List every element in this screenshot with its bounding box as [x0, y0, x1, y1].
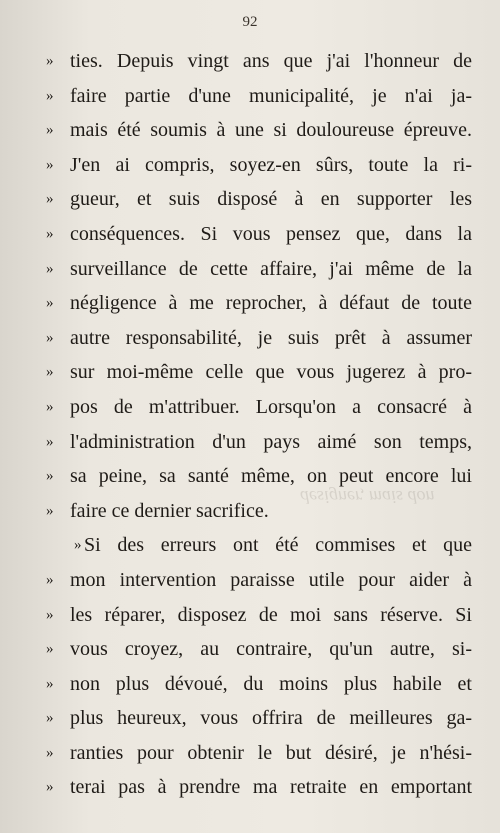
line-text: faire partie d'une municipalité, je n'ai ja- [70, 84, 472, 107]
line-text: négligence à me reprocher, à défaut de toute [70, 292, 472, 315]
text-line-8 [42, 286, 472, 321]
line-text: Si des erreurs ont été commises et que [84, 534, 472, 557]
text-line-7 [42, 252, 472, 287]
text-line-2 [42, 79, 472, 114]
text-line-10 [42, 355, 472, 390]
quote-mark: » [46, 398, 54, 415]
line-text: ties. Depuis vingt ans que j'ai l'honneur de [70, 50, 472, 72]
quote-mark: » [46, 191, 54, 208]
text-line-20 [42, 701, 472, 736]
line-text: autre responsabilité, je suis prêt à assumer [70, 326, 472, 349]
quote-mark: » [46, 364, 54, 381]
quote-mark: » [46, 87, 54, 104]
quote-mark: » [46, 641, 54, 658]
quote-mark: » [46, 502, 54, 519]
line-text: sa peine, sa santé même, on peut encore lui [70, 465, 472, 488]
quote-mark: » [46, 675, 54, 692]
body-text [42, 44, 472, 805]
line-text: mon intervention paraisse utile pour aider à [70, 568, 472, 591]
text-line-14 [42, 494, 472, 529]
line-text: conséquences. Si vous pensez que, dans la [70, 222, 472, 245]
text-line-13 [42, 459, 472, 494]
quote-mark: » [46, 122, 54, 139]
text-line-21 [42, 736, 472, 771]
text-line-6 [42, 217, 472, 252]
line-text: gueur, et suis disposé à en supporter les [70, 188, 472, 211]
line-text: surveillance de cette affaire, j'ai même de la [70, 257, 472, 280]
quote-mark: » [46, 779, 54, 796]
text-line-16 [42, 563, 472, 598]
line-text: terai pas à prendre ma retraite en emportant [70, 776, 472, 799]
quote-mark: » [46, 260, 54, 277]
quote-mark: » [46, 606, 54, 623]
text-line-22 [42, 770, 472, 805]
quote-mark: » [46, 571, 54, 588]
text-line-4 [42, 148, 472, 183]
quote-mark: » [46, 295, 54, 312]
quote-mark: » [46, 53, 54, 69]
quote-mark: » [46, 329, 54, 346]
text-line-11 [42, 390, 472, 425]
quote-mark: » [74, 537, 82, 554]
line-text: vous croyez, au contraire, qu'un autre, si- [70, 638, 472, 661]
line-text: pos de m'attribuer. Lorsqu'on a consacré à [70, 395, 472, 418]
quote-mark: » [46, 710, 54, 727]
text-line-9 [42, 321, 472, 356]
quote-mark: » [46, 225, 54, 242]
quote-mark: » [46, 468, 54, 485]
line-text: non plus dévoué, du moins plus habile et [70, 672, 472, 695]
line-text: les réparer, disposez de moi sans réserve. Si [70, 603, 472, 626]
text-line-18 [42, 632, 472, 667]
show-through-text: designer, mais don [300, 487, 435, 507]
line-text: mais été soumis à une si douloureuse épreuve. [70, 119, 472, 142]
quote-mark: » [46, 156, 54, 173]
text-line-15 [42, 528, 472, 563]
text-line-12 [42, 425, 472, 460]
line-text: plus heureux, vous offrira de meilleures ga- [70, 707, 472, 730]
text-line-1 [42, 44, 472, 79]
line-text: faire ce dernier sacrifice. [70, 499, 269, 522]
line-text: sur moi-même celle que vous jugerez à pro- [70, 361, 472, 384]
quote-mark: » [46, 744, 54, 761]
page-number: 92 [242, 14, 258, 30]
text-line-3 [42, 113, 472, 148]
text-line-5 [42, 182, 472, 217]
line-text: ranties pour obtenir le but désiré, je n'hési- [70, 741, 472, 764]
quote-mark: » [46, 433, 54, 450]
line-text: l'administration d'un pays aimé son temps, [70, 430, 472, 453]
line-text: J'en ai compris, soyez-en sûrs, toute la ri- [70, 153, 472, 176]
text-line-17 [42, 598, 472, 633]
text-line-19 [42, 667, 472, 702]
